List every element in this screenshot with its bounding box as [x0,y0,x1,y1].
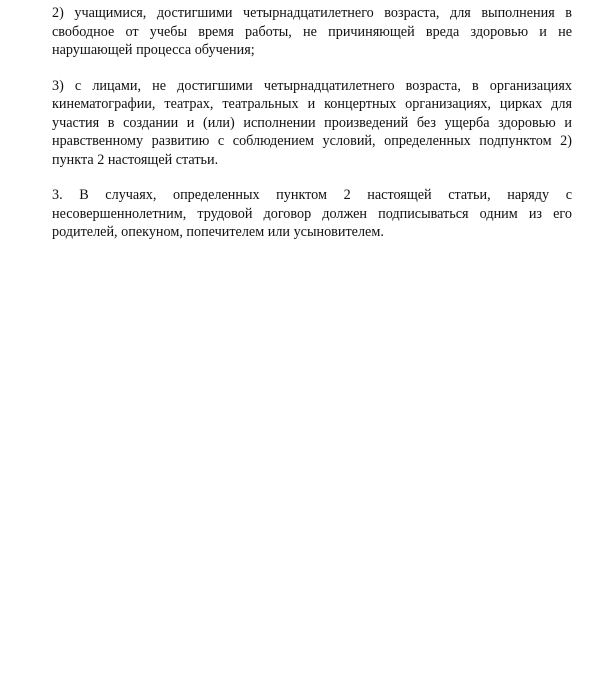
document-body [52,4,572,259]
paragraph-item-2: 2) учащимися, достигшими четырнадцатилетнего возраста, для выполнения в свободное от учебы время работы, не причиняющей вреда здоровью и не нарушающей процесса обучения; [52,5,572,58]
paragraph-point-3: 3. В случаях, определенных пунктом 2 настоящей статьи, наряду с несовершеннолетним, трудовой договор должен подписываться одним из его родителей, опекуном, попечителем или усыновителем. [52,187,572,240]
paragraph-item-3: 3) с лицами, не достигшими четырнадцатилетнего возраста, в организациях кинематографии, театрах, театральных и концертных организациях, цирках для участия в создании и (или) исполнении произведений без ущерба здоровью и нравственному развитию с соблюдением условий, определенных подпунктом 2) пункта 2 настоящей статьи. [52,77,572,168]
